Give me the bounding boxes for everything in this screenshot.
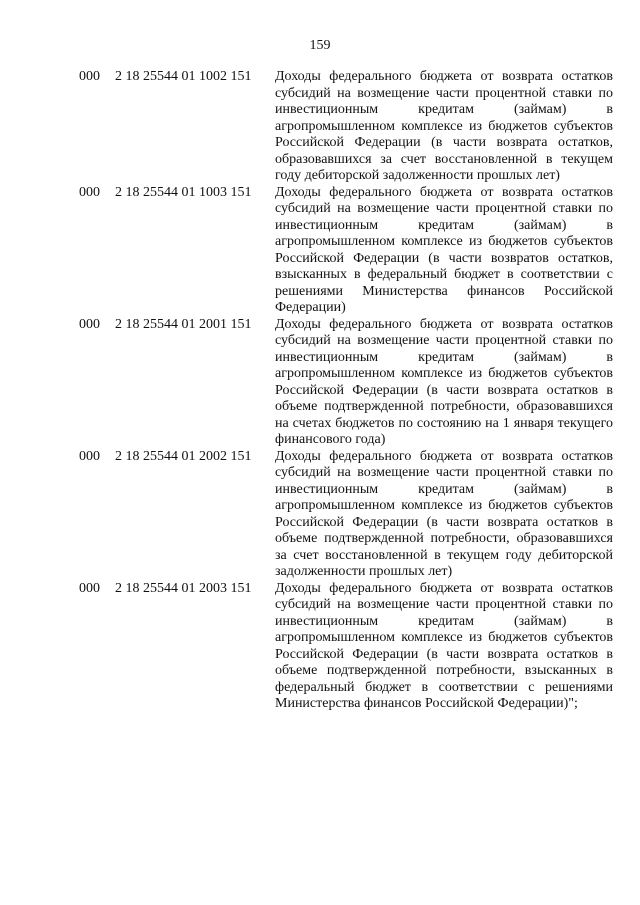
administrator-code: 000 [79, 184, 100, 200]
table-row [79, 317, 613, 449]
table-row [79, 185, 613, 317]
income-description: Доходы федерального бюджета от возврата остатков субсидий на возмещение части процентной ставки по инвестиционным кредитам (займам) в агропромышленном комплексе из бюджетов субъектов Российской Федерации (в части возврата остатков в объеме подтвержденной потребности, образовавшихся на счетах бюджетов по состоянию на 1 января текущего финансового года) [275, 316, 613, 447]
administrator-code: 000 [79, 580, 100, 596]
income-description: Доходы федерального бюджета от возврата остатков субсидий на возмещение части процентной ставки по инвестиционным кредитам (займам) в агропромышленном комплексе из бюджетов субъектов Российской Федерации (в части возврата остатков в объеме подтвержденной потребности, взысканных в федеральный бюджет в соответствии с решениями Министерства финансов Российской Федерации)"; [275, 580, 613, 711]
income-description: Доходы федерального бюджета от возврата остатков субсидий на возмещение части процентной ставки по инвестиционным кредитам (займам) в агропромышленном комплексе из бюджетов субъектов Российской Федерации (в части возврата остатков, образовавшихся за счет восстановленной в текущем году дебиторской задолженности прошлых лет) [275, 69, 613, 183]
budget-classification-code: 2 18 25544 01 2003 151 [115, 580, 252, 596]
budget-code-table [79, 69, 613, 713]
budget-classification-code: 2 18 25544 01 2001 151 [115, 316, 252, 332]
table-row [79, 69, 613, 185]
table-row [79, 449, 613, 581]
administrator-code: 000 [79, 316, 100, 332]
administrator-code: 000 [79, 69, 100, 84]
table-row [79, 581, 613, 713]
administrator-code: 000 [79, 448, 100, 464]
budget-classification-code: 2 18 25544 01 1003 151 [115, 184, 252, 200]
income-description: Доходы федерального бюджета от возврата остатков субсидий на возмещение части процентной ставки по инвестиционным кредитам (займам) в агропромышленном комплексе из бюджетов субъектов Российской Федерации (в части возврата остатков в объеме подтвержденной потребности, образовавшихся за счет восстановленной в текущем году дебиторской задолженности прошлых лет) [275, 448, 613, 579]
budget-classification-code: 2 18 25544 01 1002 151 [115, 69, 252, 84]
budget-classification-code: 2 18 25544 01 2002 151 [115, 448, 252, 464]
page-number: 159 [309, 38, 331, 53]
income-description: Доходы федерального бюджета от возврата остатков субсидий на возмещение части процентной ставки по инвестиционным кредитам (займам) в агропромышленном комплексе из бюджетов субъектов Российской Федерации (в части возвратов остатков, взысканных в федеральный бюджет в соответствии с решениями Министерства финансов Российской Федерации) [275, 184, 613, 315]
